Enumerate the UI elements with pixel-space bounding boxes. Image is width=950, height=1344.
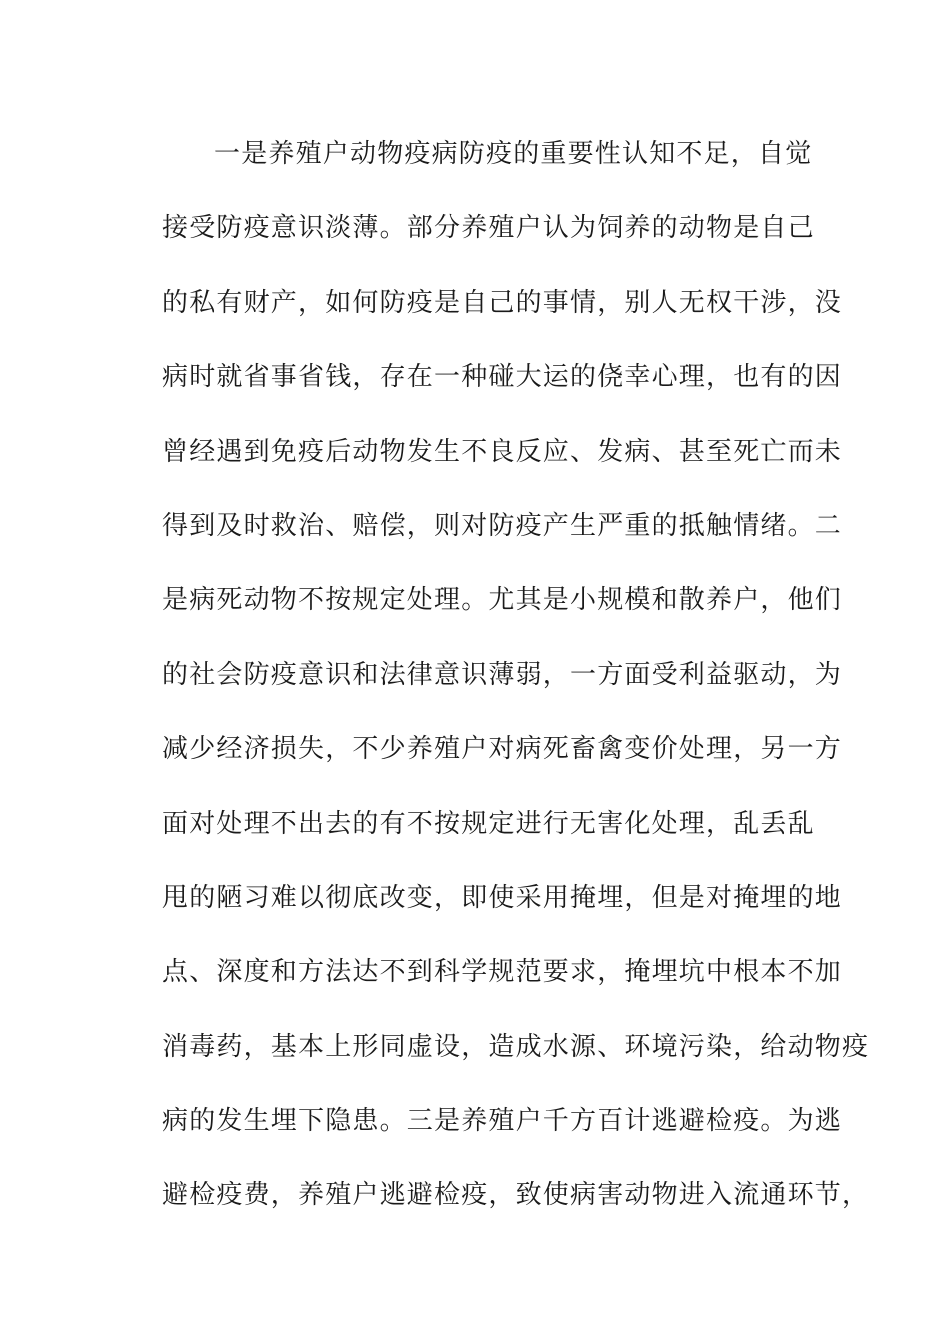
text-line: 病时就省事省钱，存在一种碰大运的侥幸心理，也有的因 — [162, 362, 843, 393]
text-line: 的私有财产，如何防疫是自己的事情，别人无权干涉，没 — [162, 287, 843, 318]
body-paragraph — [162, 126, 870, 1242]
text-line: 接受防疫意识淡薄。部分养殖户认为饲养的动物是自己 — [162, 213, 815, 244]
text-line: 避检疫费，养殖户逃避检疫，致使病害动物进入流通环节， — [162, 1180, 870, 1211]
text-line: 甩的陋习难以彻底改变，即使采用掩埋，但是对掩埋的地 — [162, 882, 843, 913]
text-line: 得到及时救治、赔偿，则对防疫产生严重的抵触情绪。二 — [162, 510, 843, 541]
text-line: 减少经济损失，不少养殖户对病死畜禽变价处理，另一方 — [162, 734, 843, 765]
text-line: 是病死动物不按规定处理。尤其是小规模和散养户，他们 — [162, 585, 843, 616]
text-line: 面对处理不出去的有不按规定进行无害化处理，乱丢乱 — [162, 808, 815, 839]
text-line: 曾经遇到免疫后动物发生不良反应、发病、甚至死亡而未 — [162, 436, 843, 467]
text-line: 消毒药，基本上形同虚设，造成水源、环境污染，给动物疫 — [162, 1031, 870, 1062]
text-line: 的社会防疫意识和法律意识薄弱，一方面受利益驱动，为 — [162, 659, 843, 690]
text-line: 点、深度和方法达不到科学规范要求，掩埋坑中根本不加 — [162, 957, 843, 988]
text-line: 病的发生埋下隐患。三是养殖户千方百计逃避检疫。为逃 — [162, 1106, 843, 1137]
text-line: 一是养殖户动物疫病防疫的重要性认知不足，自觉 — [214, 139, 813, 169]
